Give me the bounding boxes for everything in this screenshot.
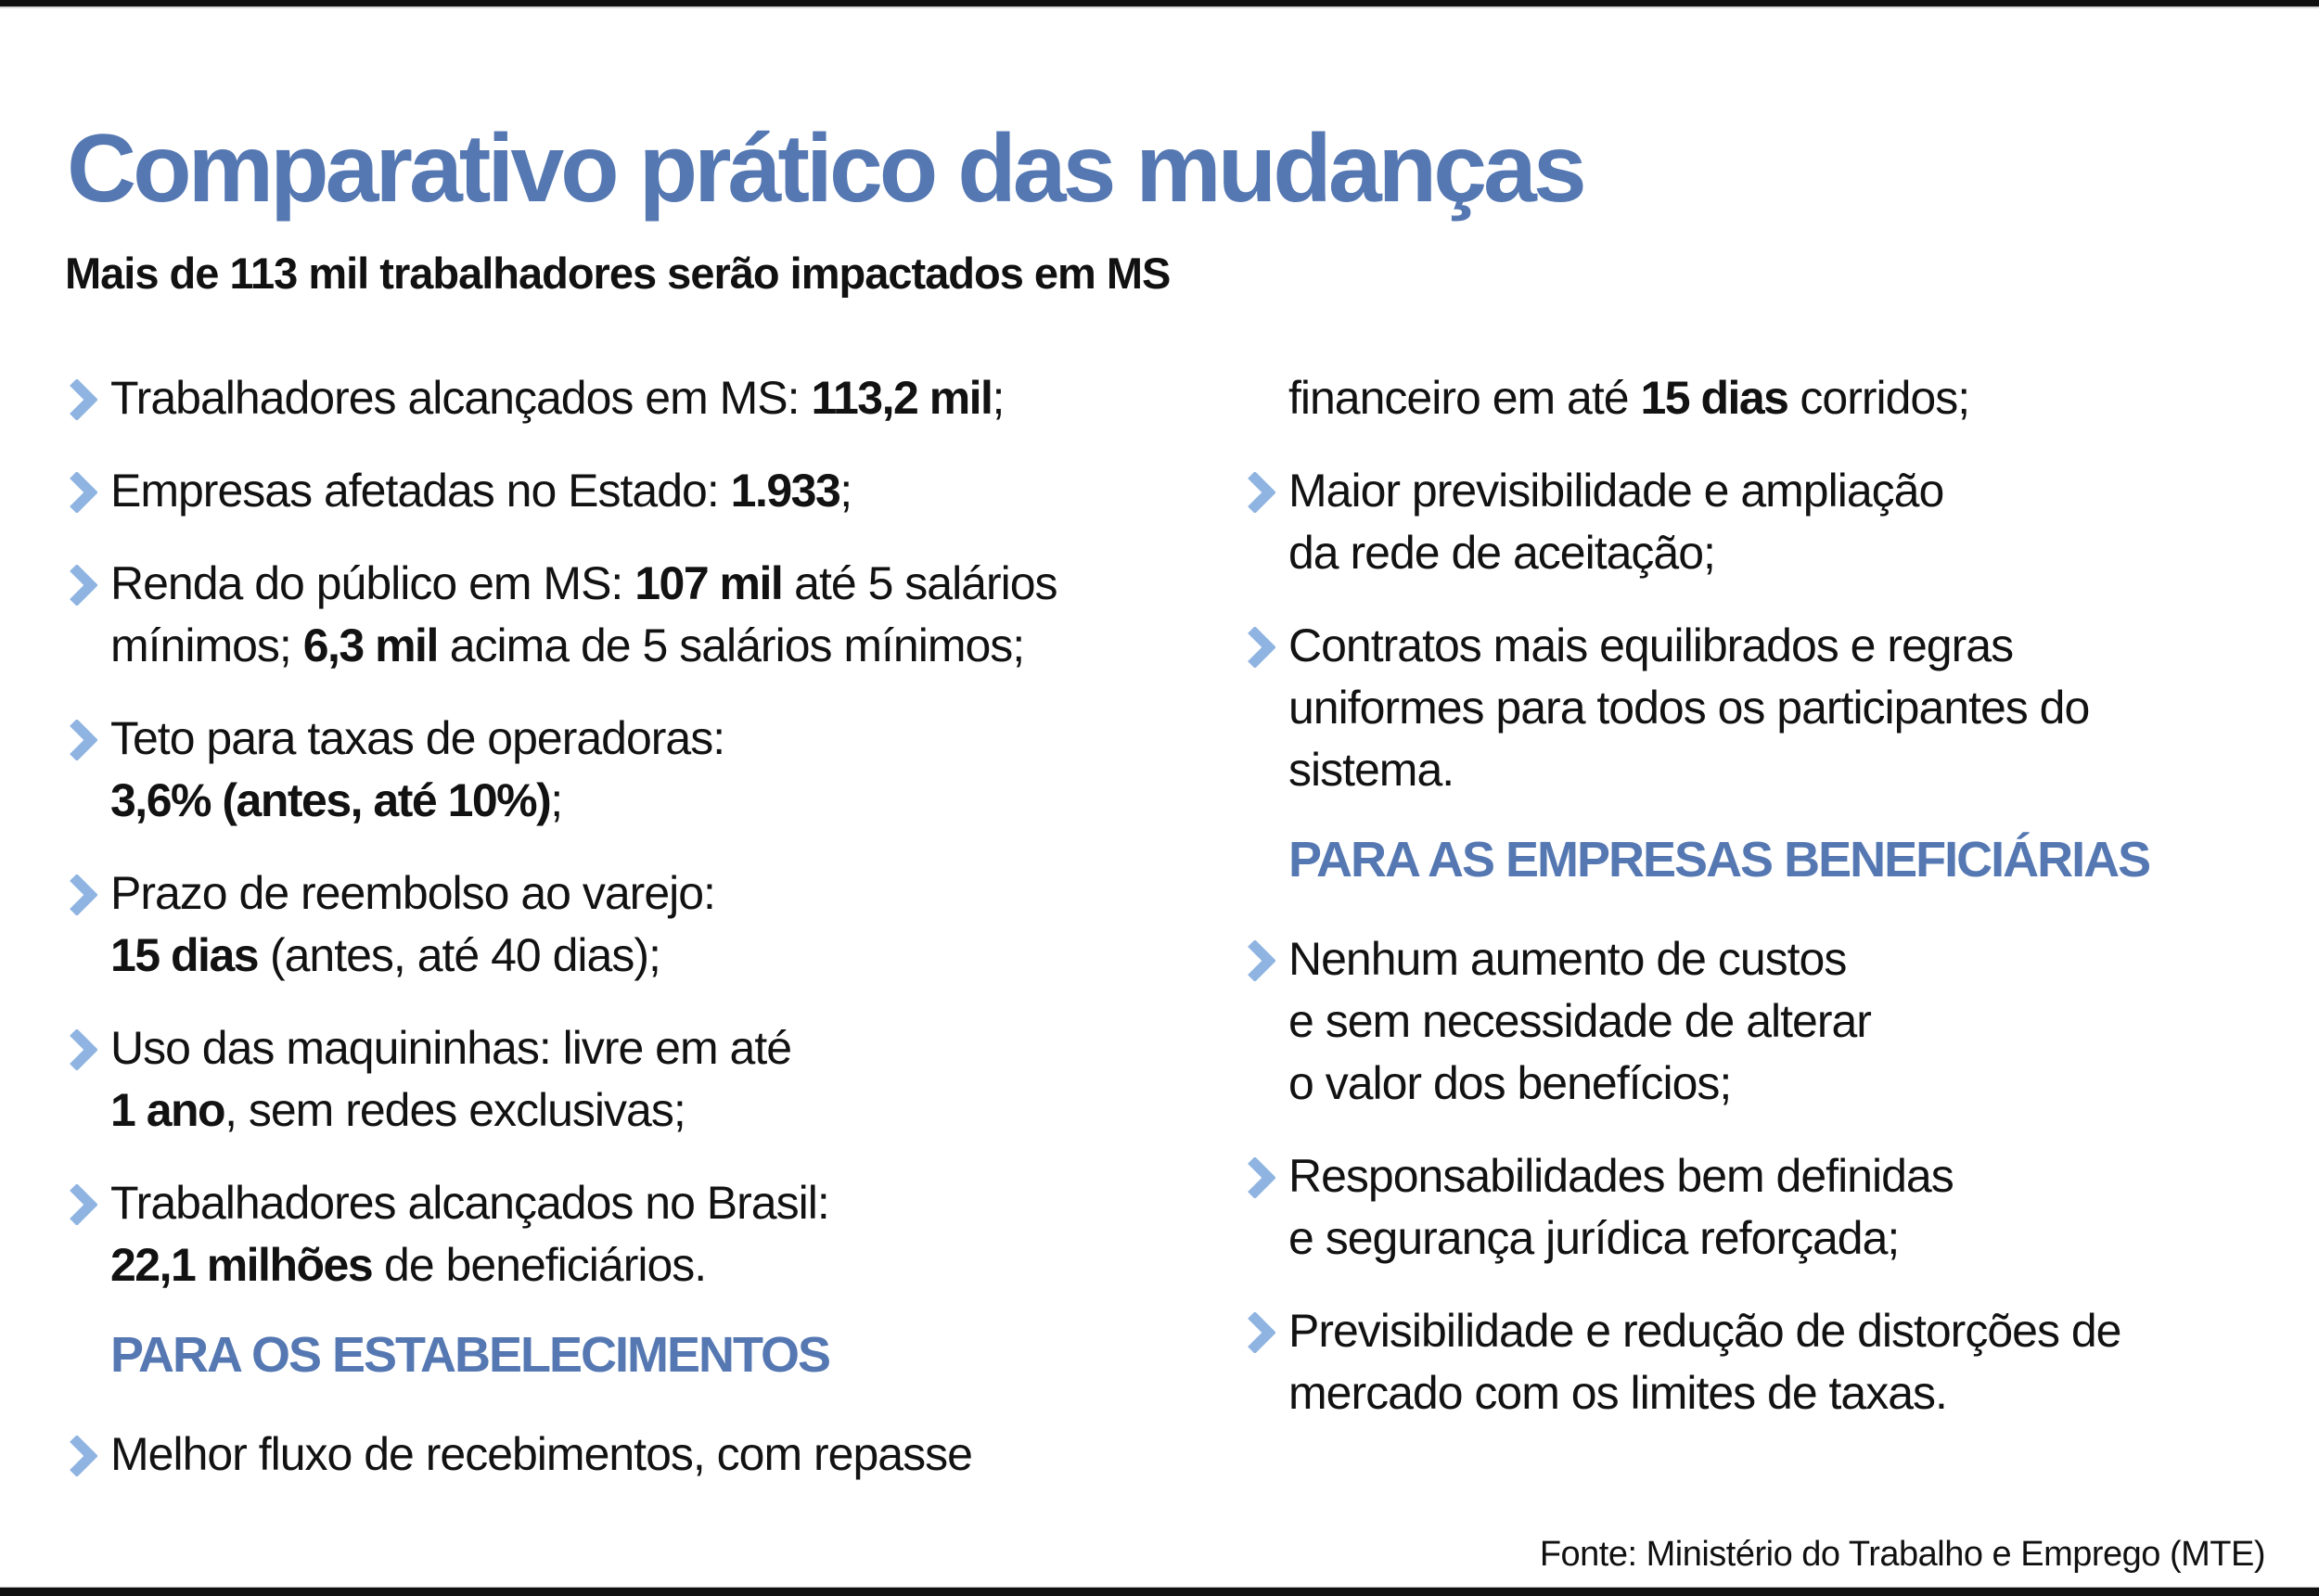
chevron-right-icon xyxy=(70,1029,97,1070)
chevron-right-icon xyxy=(70,472,97,513)
item-line: o valor dos benefícios; xyxy=(1288,1057,1732,1109)
item-line: Nenhum aumento de custos xyxy=(1288,933,1847,985)
item-line: mínimos; 6,3 mil acima de 5 salários mínimos; xyxy=(110,619,1025,671)
item-line: e segurança jurídica reforçada; xyxy=(1288,1212,1900,1264)
item-line: 15 dias (antes, até 40 dias); xyxy=(110,929,660,981)
chevron-right-icon xyxy=(1248,627,1275,668)
item-line: uniformes para todos os participantes do xyxy=(1288,682,2090,734)
bullet-item xyxy=(70,553,1215,677)
item-line: Teto para taxas de operadoras: xyxy=(110,712,725,764)
item-line: sistema. xyxy=(1288,744,1454,796)
continuation-item xyxy=(1248,367,2300,429)
item-line: Previsibilidade e redução de distorções de xyxy=(1288,1305,2121,1357)
item-line: financeiro em até 15 dias corridos; xyxy=(1288,372,1970,424)
bullet-item xyxy=(70,708,1215,832)
bullet-item xyxy=(70,460,1215,522)
item-line: Uso das maquininhas: livre em até xyxy=(110,1022,792,1074)
chevron-right-icon xyxy=(1248,940,1275,981)
item-line: Maior previsibilidade e ampliação xyxy=(1288,465,1944,517)
item-line: Empresas afetadas no Estado: 1.933; xyxy=(110,465,852,517)
bullet-item xyxy=(70,1017,1215,1142)
item-line: Responsabilidades bem definidas xyxy=(1288,1150,1954,1202)
chevron-right-icon xyxy=(1248,1312,1275,1353)
bullet-item xyxy=(70,1424,1215,1486)
chevron-right-icon xyxy=(70,720,97,760)
section-header-left-7: PARA OS ESTABELECIMENTOS xyxy=(110,1327,830,1383)
bullet-item xyxy=(1248,1300,2300,1424)
chevron-right-icon xyxy=(70,565,97,606)
bottom-divider-bar xyxy=(0,1587,2319,1596)
page-subtitle: Mais de 113 mil trabalhadores serão impactados em MS xyxy=(65,249,1171,298)
item-line: Trabalhadores alcançados no Brasil: xyxy=(110,1177,829,1229)
bullet-item xyxy=(1248,460,2300,584)
source-credit: Fonte: Ministério do Trabalho e Emprego (MTE) xyxy=(1539,1535,2265,1574)
bullet-item xyxy=(1248,615,2300,801)
page-title: Comparativo prático das mudanças xyxy=(67,114,1583,223)
chevron-right-icon xyxy=(70,875,97,915)
item-line: mercado com os limites de taxas. xyxy=(1288,1367,1947,1419)
bullet-item xyxy=(70,367,1215,429)
section-header-right-3: PARA AS EMPRESAS BENEFICIÁRIAS xyxy=(1288,832,2150,887)
top-divider-bar xyxy=(0,0,2319,8)
item-line: Prazo de reembolso ao varejo: xyxy=(110,867,715,919)
bullet-item xyxy=(70,862,1215,987)
bullet-item xyxy=(70,1172,1215,1296)
right-column xyxy=(1248,367,2300,1455)
bullet-item xyxy=(1248,928,2300,1115)
item-line: 3,6% (antes, até 10%); xyxy=(110,774,563,826)
item-line: 22,1 milhões de beneficiários. xyxy=(110,1239,707,1291)
item-line: Melhor fluxo de recebimentos, com repasse xyxy=(110,1428,972,1480)
chevron-right-icon xyxy=(70,1184,97,1225)
chevron-right-icon xyxy=(1248,1157,1275,1198)
item-line: da rede de aceitação; xyxy=(1288,527,1715,579)
item-line: e sem necessidade de alterar xyxy=(1288,995,1871,1047)
item-line: Trabalhadores alcançados em MS: 113,2 mil; xyxy=(110,372,1005,424)
chevron-right-icon xyxy=(70,1436,97,1476)
chevron-right-icon xyxy=(1248,472,1275,513)
left-column xyxy=(70,367,1215,1516)
item-line: Contratos mais equilibrados e regras xyxy=(1288,619,2014,671)
item-line: 1 ano, sem redes exclusivas; xyxy=(110,1084,685,1136)
chevron-right-icon xyxy=(70,379,97,420)
item-line: Renda do público em MS: 107 mil até 5 salários xyxy=(110,557,1057,609)
bullet-item xyxy=(1248,1145,2300,1270)
